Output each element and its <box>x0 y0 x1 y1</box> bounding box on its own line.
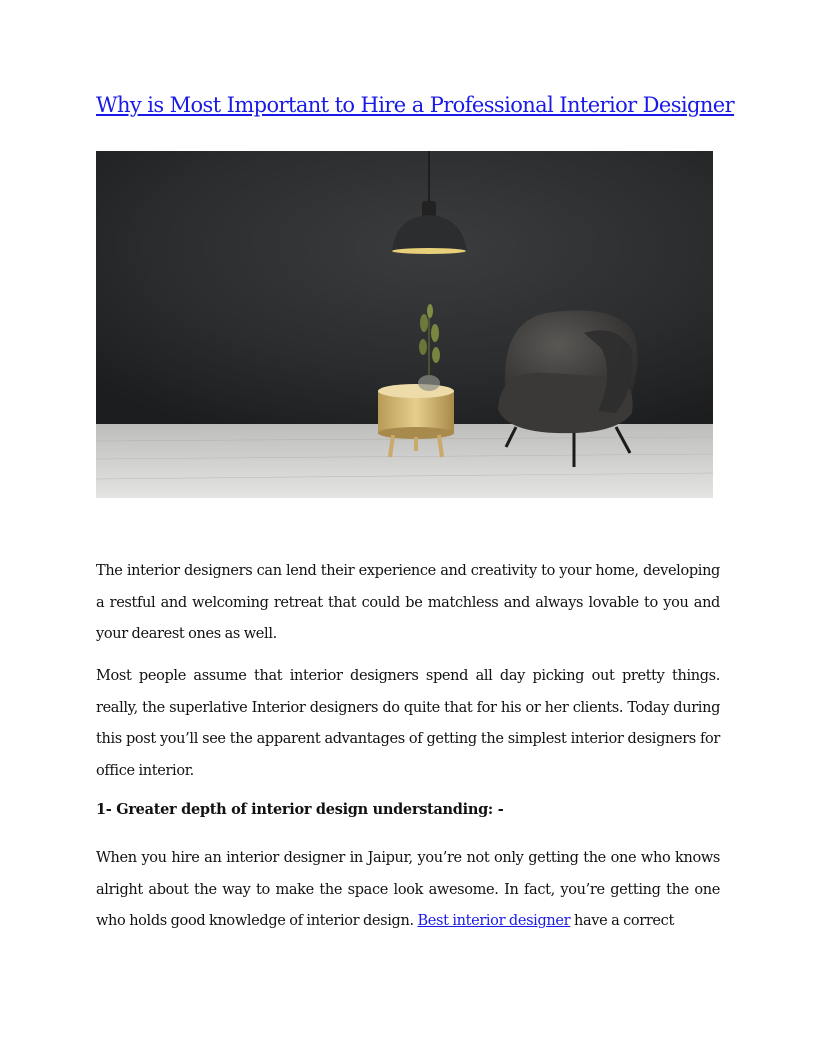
intro-paragraph: The interior designers can lend their experience and creativity to your home, developing a restful and welcoming retreat that could be matchless and always lovable to you and your dearest ones as well. <box>96 563 720 642</box>
assumption-paragraph: Most people assume that interior designers spend all day picking out pretty things. really, the superlative Interior designers do quite that for his or her clients. Today during this post you’ll see the apparent advantages of getting the simplest interior designers for office interior. <box>96 668 720 779</box>
jaipur-paragraph <box>96 843 720 938</box>
best-interior-designer-link[interactable]: Best interior designer <box>417 913 571 929</box>
document-title[interactable]: Why is Most Important to Hire a Professional Interior Designer <box>96 93 735 117</box>
lamp-cap <box>422 201 436 217</box>
hero-image <box>96 151 713 498</box>
paragraph-text-end: have a correct <box>573 913 674 929</box>
paragraph-text: When you hire an interior designer in Jaipur, you’re not only getting the one who knows alright about the way to make the space look awesome. In fact, you’re getting the one who holds good knowledge of interior design. <box>96 850 720 929</box>
section-heading: 1- Greater depth of interior design understanding: - <box>96 801 504 818</box>
lamp-glow <box>392 248 466 254</box>
